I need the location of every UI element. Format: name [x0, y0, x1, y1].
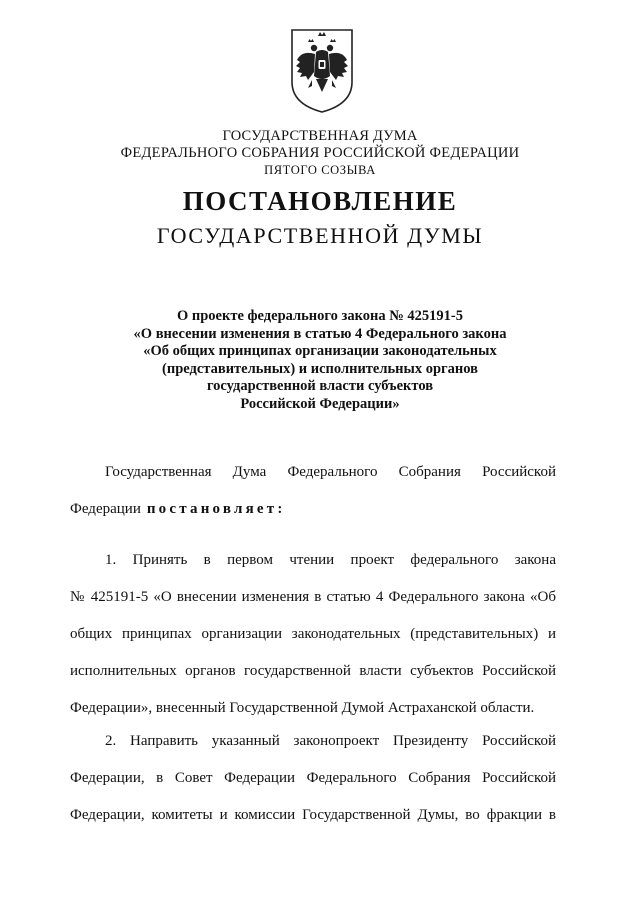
issuer-line-2: ФЕДЕРАЛЬНОГО СОБРАНИЯ РОССИЙСКОЙ ФЕДЕРАЦИИ: [120, 145, 520, 161]
item-line: 1. Принять в первом чтении проект федерального закона: [105, 552, 556, 568]
item-line: Федерации, комитеты и комиссии Государственной Думы, во фракции в: [70, 807, 556, 823]
item-line: исполнительных органов государственной власти субъектов Российской: [70, 663, 556, 679]
bill-title-line: государственной власти субъектов: [206, 378, 434, 394]
resolves-word: постановляет:: [146, 501, 286, 517]
issuer-line-3: ПЯТОГО СОЗЫВА: [264, 163, 376, 177]
resolution-item-1: [70, 550, 556, 735]
resolution-intro: [70, 462, 556, 536]
item-line: общих принципах организации законодательных (представительных) и: [70, 626, 556, 642]
document-subtitle: ГОСУДАРСТВЕННОЙ ДУМЫ: [156, 223, 484, 248]
bill-title-line: Российской Федерации»: [240, 395, 400, 412]
bill-title-line: «О внесении изменения в статью 4 Федерального закона: [133, 325, 507, 342]
item-line: Федерации», внесенный Государственной Думой Астраханской области.: [70, 700, 535, 716]
resolution-item-2: [70, 731, 556, 842]
intro-line-2: [70, 499, 556, 536]
item-line: Федерации, в Совет Федерации Федерального Собрания Российской: [70, 770, 556, 786]
item-line: № 425191-5 «О внесении изменения в статью 4 Федерального закона «Об: [70, 589, 556, 605]
item-line: 2. Направить указанный законопроект Президенту Российской: [105, 733, 556, 749]
intro-line: Государственная Дума Федерального Собрания Российской: [105, 464, 556, 480]
document-title: ПОСТАНОВЛЕНИЕ: [182, 186, 458, 216]
coat-of-arms-icon: [288, 24, 356, 116]
bill-title-line: «Об общих принципах организации законодательных: [143, 343, 497, 359]
bill-title: [0, 308, 640, 413]
intro-line-start: Федерации: [70, 501, 141, 517]
bill-title-line: О проекте федерального закона № 425191-5: [176, 308, 464, 324]
issuer-line-1: ГОСУДАРСТВЕННАЯ ДУМА: [222, 128, 418, 144]
bill-title-line: (представительных) и исполнительных органов: [162, 360, 478, 377]
